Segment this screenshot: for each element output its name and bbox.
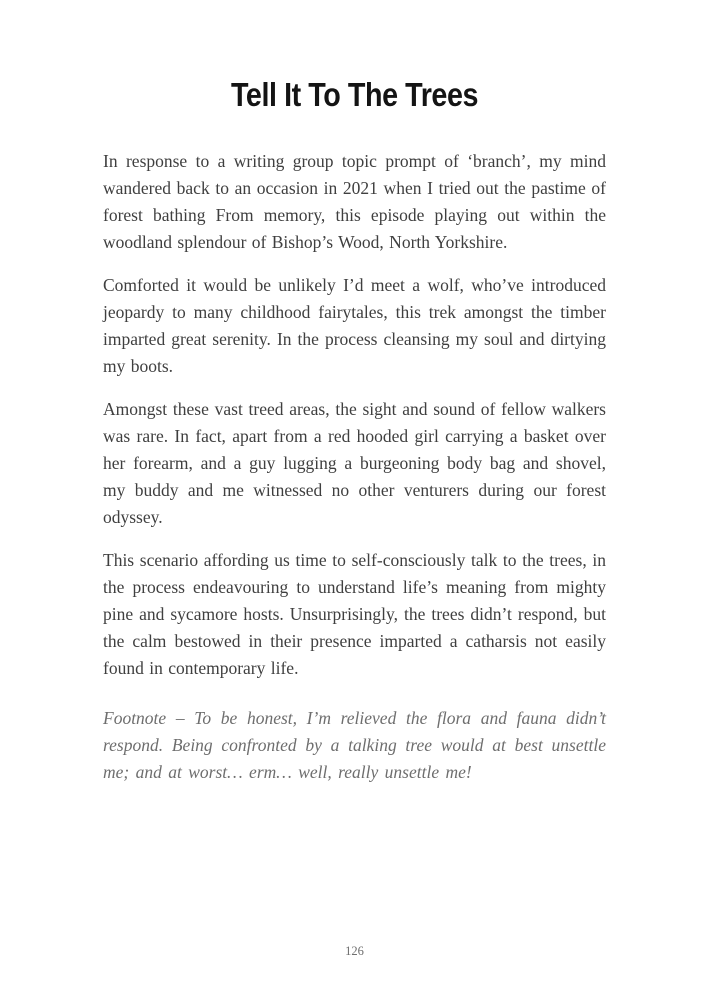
body-paragraph-2: Comforted it would be unlikely I’d meet a wolf, who’ve introduced jeopardy to many childhood fairytales, this trek amongst the timber imparted great serenity. In the process cleansing my soul and dirtying my boots. [103, 275, 606, 376]
footnote-paragraph: Footnote – To be honest, I’m relieved the flora and fauna didn’t respond. Being confronted by a talking tree would at best unsettle me; and at worst… erm… well, really unsettle me! [103, 708, 606, 782]
text-column [103, 0, 606, 786]
body-paragraph-3: Amongst these vast treed areas, the sight and sound of fellow walkers was rare. In fact, apart from a red hooded girl carrying a basket over her forearm, and a guy lugging a burgeoning body bag and shovel, my buddy and me witnessed no other venturers during our forest odyssey. [103, 399, 606, 527]
body-paragraph-4: This scenario affording us time to self-consciously talk to the trees, in the process endeavouring to understand life’s meaning from mighty pine and sycamore hosts. Unsurprisingly, the trees didn’t respond, but the calm bestowed in their presence imparted a catharsis not easily found in contemporary life. [103, 550, 606, 678]
page-number: 126 [345, 944, 364, 958]
page-title: Tell It To The Trees [230, 76, 479, 113]
body-paragraph-1: In response to a writing group topic prompt of ‘branch’, my mind wandered back to an occasion in 2021 when I tried out the pastime of forest bathing From memory, this episode playing out within the woodland splendour of Bishop’s Wood, North Yorkshire. [103, 151, 606, 252]
